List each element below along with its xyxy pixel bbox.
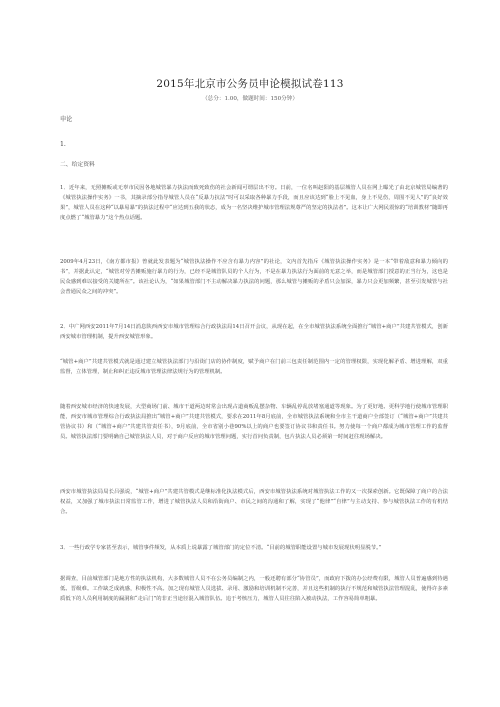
paragraph: 西安市城管执法局局长吕强说，“城管+商户”共建共管模式是继标准化执法模式后，西安市城管执法系统对城管执法工作的又一次探索创新。它既保障了商户的合法权益，又加强了城市执法日常监管工作，增进了城管执法人员和沿街商户、市民之间的沟通和了解，实现了“他律”“自律”与主动支持、参与城管执法工作的有机结合。 (60, 489, 448, 515)
paragraph: 3．一些行政学专家甚至表示，城管事件频发，从本质上说暴露了城管部门的定位不清。“目前的城管职能设置与城市发展现状明显脱节。” (60, 545, 382, 551)
document-title: 2015年北京市公务员申论模拟试卷113 (156, 78, 344, 90)
section-label: 申论 (60, 116, 73, 123)
exam-info: （总分：1.00，做题时间：150分钟） (202, 96, 298, 102)
paragraph: 1．近年来，无照摊贩或无辜市民因各地城管暴力执法而致死致伤的社会新闻可谓层出不穷。日前，一位名叫赵阳的基层城管人员在网上曝光了由北京城管局编著的《城管执法操作实务》一书，其摘录部分指导城管人员在“反暴力抗法”时可以采取各种暴力手段，而且应该达到“脸上不见血，身上不见伤，周围不见人”的“良好效果”，城管人员在这种“以暴易暴”的执法过程中“应达到五我的状态，成为一名坚决维护城市管理法规尊严的坚定的执法者”。这本让广大网民震惊的“培训教材”随即再度点燃了“城管暴力”这个热点话题。 (60, 185, 448, 221)
paragraph: 2．中广网西安2011年7月14日消息陕西西安市城市管理综合行政执法局14日召开会议，从现在起，在全市城管执法系统全面推行“城管+商户”共建共管模式，创新西安城市管理机制，提升西安城管形象。 (60, 324, 448, 340)
paragraph: 随着西安城市经济的快速发展，大型商场门前、城市干道两边时常会出现占道商贩乱摆杂物、车辆乱停乱放堵塞通道等现象。为了更好地、更科学地行使城市管理职能，西安市城市管理综合行政执法局推出“城管+商户”共建共管模式，要求在2011年8月底前，全市城管执法系统和全市主干道商户全部签订（“城管+商户”共建共管协议书）和（“城管+商户”共建共管责任书），9月底前，全市省别小巷90%以上的商户也要签订协议书和责任书。努力使每一个商户都成为城市管理工作的监督员。城管执法部门要明确自己城管执法人员，对于商户反应的城市管理问题，实行首问负责制，包片执法人员必须第一时间赶往现场解决。 (60, 404, 448, 440)
subsection-label: 二、给定资料 (60, 162, 95, 168)
paragraph: 据调查，目前城管部门是地方性的执法机构，大多数城管人员不在公务员编制之内，一般还聘有部分“协管员”，而政府下拨的办公经费有限，城管人员普遍感到待遇低、晋级难。工作缺乏成就感，积极性不高。加之现有城管人员选拔、录用、激励和培训机制不完善，并且这些机制的执行不规范和城管执法管理混乱，使得许多素质低下的人员利用制度的漏洞和“走后门”的非正当途径混入城管队伍。追于考核压力，城管人员往往陷入被动执法，工作容易简单粗暴。 (60, 576, 448, 602)
paragraph: 2009年4月23日，《南方都市报》曾就此发表题为“城管执法操作不应含有暴力内容”的社论，文内首先指斥《城管执法操作实务》是一本“带着敌意和暴力倾向的书”，并据此认定，“城管对劳苦摊贩施行暴力的行为，已经不是城管队员的个人行为，不是在暴力执法行为面前的无意之举，而是城管部门授意的正当行为，这也是民众感到难以接受的关键所在”。该社论认为，“如果城管部门不主动解决暴力执法的问题，那么城管与摊贩的矛盾只会加深，暴力只会更加频繁，甚至引发城管与社会普通民众之间的冲突”。 (60, 259, 448, 295)
paragraph: “城管+商户”共建共管模式就是通过建立城管执法部门与沿街门店的协作制度，赋予商户在门前三包责任制范围内一定的管理权限，实现化解矛盾、增进理解，双重监督，立体管理，制止和纠正违反城市管理法律法规行为的管理机制。 (60, 359, 448, 375)
question-number: 1. (60, 141, 66, 148)
